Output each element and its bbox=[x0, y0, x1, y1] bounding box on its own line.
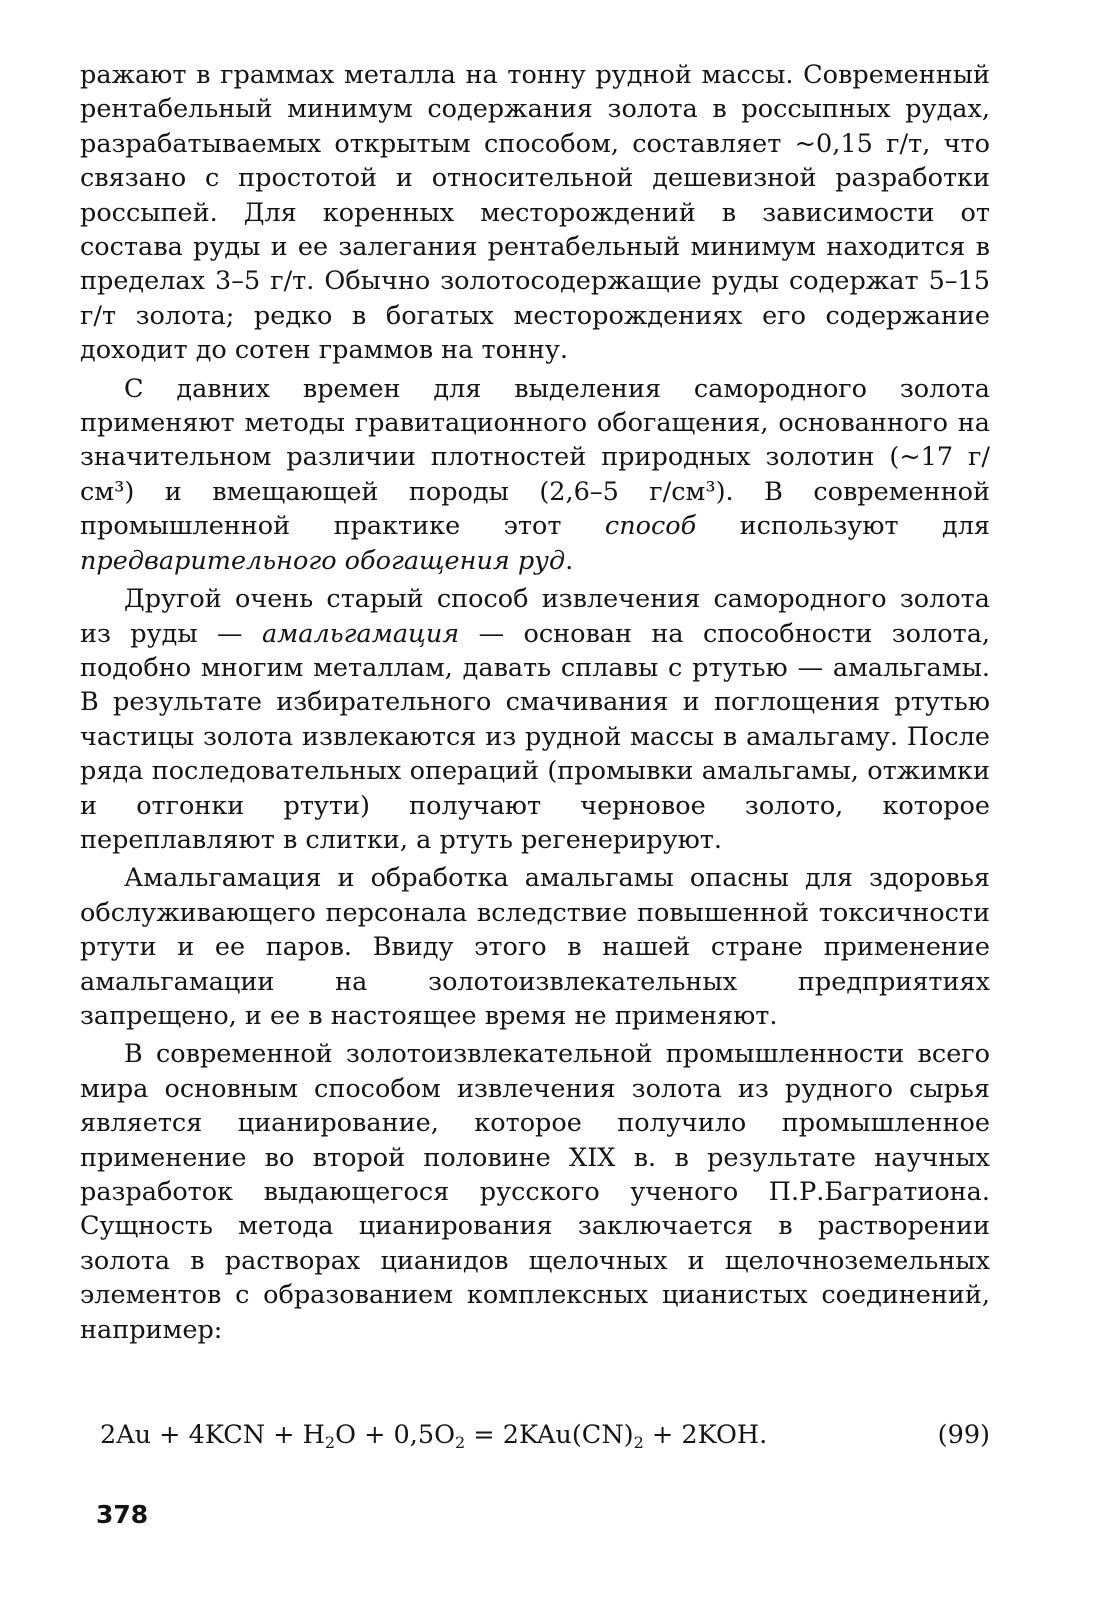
paragraph-gravity-emphasis-preliminary: предварительного обогащения руд bbox=[80, 545, 566, 576]
equation-number: (99) bbox=[937, 1420, 990, 1450]
paragraph-continuation: ражают в граммах металла на тонну рудной массы. Современный рентабельный минимум содержания золота в россыпных рудах, разрабатываемых открытым способом, составляет ~0,15 г/т, что связано с простотой и относительной дешевизной разработки россыпей. Для коренных месторождений в зависимости от состава руды и ее залегания рентабельный минимум находится в пределах 3–5 г/т. Обычно золотосодержащие руды содержат 5–15 г/т золота; редко в богатых месторождениях его содержание доходит до сотен граммов на тонну. bbox=[80, 60, 990, 366]
equation-part-3: = 2KAu(CN) bbox=[465, 1420, 634, 1450]
paragraph-amalgamation bbox=[80, 582, 990, 857]
paragraph-gravity-text-a: С давних времен для выделения самородного золота применяют методы гравитационного обогащения, основанного на значительном различии плотностей природных золотин (~17 г/см³) и вмещающей породы (2,6–5 г/см³). В современной промышленной практике этот bbox=[80, 373, 990, 542]
paragraph-amalgamation-text-a: Другой очень старый способ извлечения самородного золота из руды — bbox=[80, 584, 990, 649]
equation-part-2: O + 0,5O bbox=[335, 1420, 456, 1450]
page-text bbox=[80, 58, 990, 1347]
equation-subscript-3: 2 bbox=[633, 1433, 644, 1452]
equation-row bbox=[100, 1420, 990, 1460]
paragraph-amalgamation-hazard: Амальгамация и обработка амальгамы опасны для здоровья обслуживающего персонала вследствие повышенной токсичности ртути и ее паров. Ввиду этого в нашей стране применение амальгамации на золотоизвлекательных предприятиях запрещено, и ее в настоящее время не применяют. bbox=[80, 863, 990, 1031]
paragraph-cyanidation: В современной золотоизвлекательной промышленности всего мира основным способом извлечения золота из рудного сырья является цианирование, которое получило промышленное применение во второй половине XIX в. в результате научных разработок выдающегося русского ученого П.Р.Багратиона. Сущность метода цианирования заключается в растворении золота в растворах цианидов щелочных и щелочноземельных элементов с образованием комплексных цианистых соединений, например: bbox=[80, 1039, 990, 1345]
page-number: 378 bbox=[96, 1500, 149, 1529]
equation-part-4: + 2KOH. bbox=[643, 1420, 768, 1450]
paragraph-gravity-text-c: . bbox=[565, 545, 574, 576]
paragraph-gravity-enrichment bbox=[80, 372, 990, 578]
equation-subscript-1: 2 bbox=[324, 1433, 336, 1452]
equation-part-1: 2Au + 4KCN + H bbox=[100, 1420, 325, 1450]
paragraph-gravity-text-b: используют для bbox=[696, 511, 990, 542]
paragraph-amalgamation-emphasis: амальгамация bbox=[261, 618, 460, 649]
paragraph-amalgamation-text-b: — основан на способности золота, подобно многим металлам, давать сплавы с ртутью — амальгамы. В результате избирательного смачивания и поглощения ртутью частицы золота извлекаются из рудной массы в амальгаму. После ряда последовательных операций (промывки амальгамы, отжимки и отгонки ртути) получают черновое золото, которое переплавляют в слитки, а ртуть регенерируют. bbox=[80, 618, 990, 855]
chemical-equation bbox=[100, 1420, 767, 1450]
paragraph-gravity-emphasis-method: способ bbox=[604, 511, 697, 542]
equation-subscript-2: 2 bbox=[455, 1433, 466, 1452]
